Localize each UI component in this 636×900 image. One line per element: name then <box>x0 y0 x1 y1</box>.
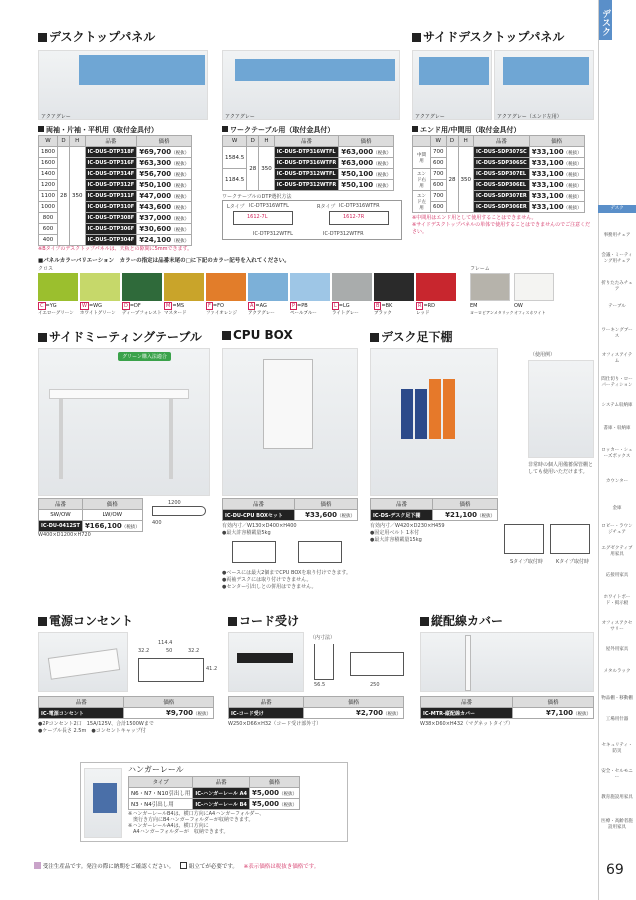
product-code: IC-DUS-DTP304F <box>85 235 137 246</box>
swatch-symbol: A =AG <box>250 303 267 309</box>
table-leg-shape <box>169 399 173 479</box>
swatch-symbol: B =BK <box>376 303 393 309</box>
swatch-name: イエローグリーン <box>38 311 74 316</box>
table-cell: 600 <box>431 202 447 213</box>
desk-shelf-item: ●最大許容積載量15kg <box>370 537 422 543</box>
table-cell: N3・N4引出し用 <box>129 799 193 810</box>
diagram-shape <box>504 524 544 554</box>
worktable-panel-table <box>222 135 394 191</box>
price-cell: ¥50,100（税抜） <box>339 169 394 180</box>
hanger-note: ※ハンガーレールA4は、横口方向に <box>128 823 209 829</box>
desktop-panel-note: ※Bタイプのデスクトップパネルは、天板との隙間に5mmできます。 <box>38 246 193 252</box>
bullet-square-icon <box>38 33 47 42</box>
sidebar-item[interactable]: 医療・高齢者施設用家具 <box>601 819 633 830</box>
swatch-symbol: D =DF <box>124 303 141 309</box>
swatch-name: マスタード <box>164 311 187 316</box>
bullet-square-icon <box>412 33 421 42</box>
table-cell: 350 <box>458 147 474 213</box>
hanger-rail-title: ハンガーレール <box>128 765 184 774</box>
sidebar-item[interactable]: デスク <box>598 205 636 213</box>
price-cell: ¥33,100（税抜） <box>529 180 584 191</box>
table-cell: エンド右用 <box>413 169 431 191</box>
binder-orange <box>429 379 441 439</box>
sidebar-item[interactable]: オフィスアイテム <box>601 353 633 364</box>
table-header: H <box>259 136 275 147</box>
diagram-shape <box>350 652 404 676</box>
swatch-symbol: P =PB <box>292 303 308 309</box>
product-code: IC-DUS-DTP312F <box>85 180 137 191</box>
product-code: IC-DUS-SDP306ER <box>474 202 530 213</box>
swatch-name: ディープフォレスト <box>122 311 162 316</box>
section-title-cord: コード受け <box>228 612 299 629</box>
price-cell: ¥33,100（税抜） <box>529 147 584 158</box>
table-header: W <box>223 136 247 147</box>
sidebar-item[interactable]: 会議・ミーティング用チェア <box>601 253 633 264</box>
table-cell: 350 <box>70 147 86 246</box>
price-cell: ¥50,100（税抜） <box>339 180 394 191</box>
product-code: IC-DUS-DTP316WTFR <box>274 158 338 169</box>
table-header: 価格 <box>137 136 192 147</box>
sidebar-item[interactable]: 屋外用家具 <box>605 647 629 652</box>
table-header: D <box>58 136 70 147</box>
swatch-symbol: M =MS <box>166 303 185 309</box>
side-panel-table <box>412 135 585 213</box>
binder-navy <box>401 389 413 439</box>
price-cell: ¥5,000（税抜） <box>249 799 299 810</box>
table-header: W <box>431 136 447 147</box>
cable-cover-photo <box>420 632 594 692</box>
color-swatch <box>38 273 78 301</box>
table-cell: 1000 <box>39 202 58 213</box>
price-cell: ¥33,100（税抜） <box>529 191 584 202</box>
table-top-shape <box>49 389 189 399</box>
table-cell: 600 <box>431 180 447 191</box>
table-header: 品番 <box>193 777 250 788</box>
table-row <box>413 169 585 180</box>
cpu-box-size: 有効内寸／W130×D400×H400 <box>222 523 297 529</box>
photo-caption: アクアグレー <box>415 114 445 120</box>
cpu-box-note: ●ベースには最大2個までCPU BOXを取り付けできます。 <box>222 570 352 576</box>
price-cell: ¥56,700（税抜） <box>137 169 192 180</box>
product-code: IC-DUS-DTP312WTFR <box>274 180 338 191</box>
swatch-symbol: W =WG <box>82 303 102 309</box>
price-cell: ¥43,600（税抜） <box>137 202 192 213</box>
table-cell: 1584.5 <box>223 147 247 169</box>
dim-label: 1200 <box>168 500 181 506</box>
cord-photo <box>228 632 304 692</box>
type-label: Kタイプ取付時 <box>556 559 590 565</box>
page-number: 69 <box>606 862 624 878</box>
table-row <box>223 147 394 158</box>
table-leg-shape <box>59 399 63 479</box>
sidebar-item[interactable]: 工場用什器 <box>605 717 629 722</box>
table-header: D <box>247 136 259 147</box>
side-panel-photo-2 <box>494 50 594 120</box>
product-code: IC-DUS-DTP306F <box>85 224 137 235</box>
table-cell: 700 <box>431 169 447 180</box>
outlet-dimension-diagram <box>134 640 218 690</box>
swatch-symbol: R =RD <box>418 303 435 309</box>
cpu-box-note: ●センター引出しとの併用はできません。 <box>222 584 317 590</box>
side-meeting-dimension-diagram <box>148 500 210 540</box>
table-cell: 1400 <box>39 169 58 180</box>
green-purchase-badge: グリーン購入法適合 <box>118 352 171 361</box>
diag-code: IC-DTP316WTFL <box>249 203 289 209</box>
photo-caption: アクアグレー（エンド左用） <box>497 114 562 120</box>
assembly-icon <box>180 862 187 869</box>
color-variation-title: ■パネルカラーバリエーション カラーの指定は品番末尾の□に下記のカラー記号を入れてください。 <box>38 258 290 264</box>
product-code: IC-DUS-DTP316F <box>85 158 137 169</box>
side-meeting-photo <box>38 348 210 496</box>
color-swatch <box>290 273 330 301</box>
worktable-panel-photo <box>222 50 400 120</box>
subtitle-worktable-use: ワークテーブル用（取付金具付） <box>222 125 334 135</box>
desktop-panel-table <box>38 135 192 246</box>
usage-example-label: （使用例） <box>530 352 556 358</box>
sidebar-item[interactable]: エグゼクティブ用家具 <box>601 546 633 557</box>
table-cell: 1600 <box>39 158 58 169</box>
usage-note: 非常時の個人用備蓄保管棚としても使用いただけます。 <box>528 462 594 475</box>
product-code: IC-DUS-DTP308F <box>85 213 137 224</box>
frame-swatch <box>514 273 554 301</box>
inner-dim-label: （内寸法） <box>310 635 336 641</box>
table-cell: 700 <box>431 191 447 202</box>
cpu-box-note: ●両袖デスクには取り付けできません。 <box>222 577 312 583</box>
desk-shelf-size: 有効内寸／W420×D230×H459 <box>370 523 445 529</box>
product-code: IC-DUS-SDP307SC <box>474 147 530 158</box>
diag-code: IC-DTP312WTFL <box>253 231 293 237</box>
table-header: 価格 <box>529 136 584 147</box>
photo-caption: アクアグレー <box>41 114 71 120</box>
table-cell: 1200 <box>39 180 58 191</box>
table-cell: 350 <box>259 147 275 191</box>
price-cell: ¥5,000（税抜） <box>249 788 299 799</box>
color-swatch <box>374 273 414 301</box>
product-code: IC-ハンガーレール A4 <box>193 788 250 799</box>
table-header: タイプ <box>129 777 193 788</box>
diagram-shape <box>550 524 590 554</box>
panel-blue-shape <box>79 55 205 85</box>
frame-symbol: OW <box>514 303 523 309</box>
product-code: IC-DUS-DTP318F <box>85 147 137 158</box>
diag-l-label: Lタイプ <box>227 204 245 210</box>
dim-label: 56.5 <box>314 682 326 688</box>
dim-label: 114.4 <box>158 640 173 646</box>
sidebar-item[interactable]: ホワイトボード・掲示板 <box>603 595 631 606</box>
cpu-box-diagram <box>228 537 358 567</box>
sidebar-header-tab[interactable]: デスク <box>599 0 612 40</box>
diagram-shape <box>298 541 342 563</box>
table-header: 価格 <box>339 136 394 147</box>
outlet-table: 品番 価格 IC-電源コンセント ¥9,700（税抜） <box>38 696 214 719</box>
table-row <box>413 191 585 202</box>
table-row <box>413 180 585 191</box>
frame-name: オフィスホワイト <box>514 310 546 315</box>
sidebar-item[interactable]: ロビー・ラウンジチェア <box>601 524 633 535</box>
sidebar-item[interactable]: システム収納庫 <box>601 403 633 408</box>
outlet-note: ●ケーブル長さ 2.5m ●コンセントキャップ付 <box>38 728 146 734</box>
dim-label: 41.2 <box>206 666 218 672</box>
diag-dim: 1612-7L <box>247 214 268 220</box>
price-cell: ¥63,000（税抜） <box>339 158 394 169</box>
table-header: 品番 <box>85 136 137 147</box>
section-title-cpu-box: CPU BOX <box>222 328 293 342</box>
cord-dimension-diagram <box>310 640 406 694</box>
table-row <box>413 147 585 158</box>
photo-caption: アクアグレー <box>225 114 255 120</box>
table-cell: 700 <box>431 147 447 158</box>
frame-name: ヨーロピアンメタリック <box>470 310 514 315</box>
table-row <box>129 799 300 810</box>
side-meeting-size: W400×D1200×H720 <box>38 532 91 538</box>
product-code: IC-DUS-SDP306EL <box>474 180 530 191</box>
panel-blue-shape <box>235 59 395 81</box>
sidebar-item[interactable]: 事務用チェア <box>603 233 631 238</box>
swatch-name: ライトグレー <box>332 311 359 316</box>
section-title-desk-shelf: デスク足下棚 <box>370 328 453 345</box>
cord-table: 品番 価格 IC-コード受け ¥2,700（税抜） <box>228 696 404 719</box>
table-cell: 28 <box>446 147 458 213</box>
frame-label: フレーム <box>470 266 490 272</box>
dim-label: 250 <box>370 682 380 688</box>
outlet-shape <box>48 648 120 680</box>
swatch-name: レッド <box>416 311 430 316</box>
sidebar-item[interactable]: テーブル <box>608 304 626 309</box>
desk-shelf-photo <box>370 348 498 496</box>
frame-symbol: EM <box>470 303 478 309</box>
diagram-shape <box>314 644 334 680</box>
section-title-side-meeting: サイドミーティングテーブル <box>38 328 202 345</box>
swatch-name: アクアグレー <box>248 311 275 316</box>
price-cell: ¥37,000（税抜） <box>137 213 192 224</box>
side-panel-note: ※中間用はエンド用として使用することはできません。 <box>412 215 537 221</box>
table-header: 品番 <box>274 136 338 147</box>
product-code: IC-ハンガーレール B4 <box>193 799 250 810</box>
product-code: IC-DUS-DTP314F <box>85 169 137 180</box>
swatch-symbol: C =YG <box>40 303 57 309</box>
footer: 受注生産品です。発注の際に納期をご確認ください。 組立てが必要です。 ※表示価格は税抜き価格です。 <box>34 862 319 870</box>
binder-orange <box>443 379 455 439</box>
table-cell: 800 <box>39 213 58 224</box>
cloth-label: クロス <box>38 266 54 272</box>
table-cell: 28 <box>247 147 259 191</box>
hanger-note: ※ハンガーレールB4は、横口方向にA4ハンガーフォルダー、 <box>128 811 265 817</box>
dim-shape <box>152 506 206 516</box>
table-cell: 600 <box>431 158 447 169</box>
dtp-selection-diagram <box>222 200 402 240</box>
table-row <box>129 788 300 799</box>
price-cell: ¥50,100（税抜） <box>137 180 192 191</box>
table-header: H <box>70 136 86 147</box>
side-panel-photo-1 <box>412 50 492 120</box>
table-header: W <box>39 136 58 147</box>
dim-label: 400 <box>152 520 162 526</box>
color-swatch <box>122 273 162 301</box>
table-header: H <box>458 136 474 147</box>
cable-cover-table: 品番 価格 IC-MTR-縦配線カバー ¥7,100（税抜） <box>420 696 594 719</box>
product-code: IC-DUS-SDP307EL <box>474 169 530 180</box>
table-row <box>413 202 585 213</box>
swatch-name: ファイオレンジ <box>206 311 238 316</box>
usage-example-photo <box>528 360 594 458</box>
product-code: IC-DUS-SDP306SC <box>474 158 530 169</box>
product-code: IC-DUS-DTP316WTFL <box>274 147 338 158</box>
price-cell: ¥69,700（税抜） <box>137 147 192 158</box>
product-code: IC-DUS-DTP312WTFL <box>274 169 338 180</box>
table-header <box>413 136 431 147</box>
table-cell: 1184.5 <box>223 169 247 191</box>
hanger-note: A4ハンガーフォルダーが 収納できます。 <box>128 829 229 835</box>
desk-shelf-table: 品番 価格 IC-DS-デスク足下棚 ¥21,100（税抜） <box>370 498 498 521</box>
product-code: IC-DUS-SDP307ER <box>474 191 530 202</box>
sidebar-item[interactable]: 金庫 <box>612 506 622 511</box>
cpu-box-table: 品番 価格 IC-DU-CPU BOXセット ¥33,600（税抜） <box>222 498 358 521</box>
cord-holder-shape <box>237 653 293 663</box>
sidebar-item[interactable]: セキュリティ・防災 <box>601 743 633 754</box>
sidebar-item[interactable]: 物品棚・移動棚 <box>601 696 633 701</box>
dtp-diagram-title: ワークテーブルのDTP選択方法 <box>222 194 292 200</box>
sidebar-item[interactable]: 応接用家具 <box>605 573 629 578</box>
color-swatch <box>164 273 204 301</box>
swatch-name: ブラック <box>374 311 392 316</box>
swatch-symbol: L =LG <box>334 303 350 309</box>
section-title-side-panel: サイドデスクトップパネル <box>412 28 564 45</box>
type-label: Sタイプ取付時 <box>510 559 543 565</box>
cpu-box-load: ●最大許容積載量5kg <box>222 530 271 536</box>
diagram-shape <box>232 541 276 563</box>
table-header: 品番 <box>474 136 530 147</box>
cord-size: W250×D66×H32（コード受け部外寸） <box>228 721 322 727</box>
table-cell: N6・N7・N10引出し用 <box>129 788 193 799</box>
side-panel-note: ※サイドデスクトップパネルの単体で使用することはできませんのでご注意ください。 <box>412 222 591 235</box>
panel-blue-shape <box>503 57 589 85</box>
table-cell: 400 <box>39 235 58 246</box>
sidebar-item[interactable]: オフィスアクセサリー <box>601 621 633 632</box>
dim-label: 32.2 <box>188 648 200 654</box>
subtitle-desk-use: 両袖・片袖・平机用（取付金具付） <box>38 125 158 135</box>
section-title-outlet: 電源コンセント <box>38 612 133 629</box>
table-cell: エンド左用 <box>413 191 431 213</box>
swatch-name: ホワイトグリーン <box>80 311 116 316</box>
sidebar-item[interactable]: カウンター <box>605 479 629 484</box>
table-cell: 1800 <box>39 147 58 158</box>
made-to-order-icon <box>34 862 41 869</box>
sidebar-item[interactable]: 安全・セルモニー <box>601 769 633 780</box>
product-code: IC-DUS-DTP311F <box>85 191 137 202</box>
color-swatch <box>248 273 288 301</box>
cover-shape <box>465 635 471 691</box>
color-swatch <box>332 273 372 301</box>
table-cell: 1100 <box>39 191 58 202</box>
price-cell: ¥24,100（税抜） <box>137 235 192 246</box>
outlet-photo <box>38 632 128 692</box>
cpu-box-shape <box>263 359 313 449</box>
table-cell: 28 <box>58 147 70 246</box>
binder-navy <box>415 389 427 439</box>
section-title-cable-cover: 縦配線カバー <box>420 612 503 629</box>
frame-swatch <box>470 273 510 301</box>
sidebar-item[interactable]: ロッカー・シューズボックス <box>601 448 633 459</box>
price-cell: ¥30,600（税抜） <box>137 224 192 235</box>
sidebar-item[interactable]: 書庫・収納庫 <box>603 426 631 431</box>
color-swatch <box>80 273 120 301</box>
sidebar-item[interactable]: 折りたたみチェア <box>601 281 633 292</box>
table-cell: 600 <box>39 224 58 235</box>
dim-label: 50 <box>166 648 173 654</box>
diag-code: IC-DTP316WTFR <box>339 203 380 209</box>
desk-shelf-diagram <box>500 520 594 568</box>
side-meeting-table: 品番 価格 SW/OW LW/OW IC-DU-0412ST ¥166,100（税抜） <box>38 498 143 532</box>
dim-label: 32.2 <box>138 648 150 654</box>
table-header: 価格 <box>249 777 299 788</box>
diag-dim: 1612-7R <box>343 214 365 220</box>
outlet-outline <box>138 658 204 682</box>
cable-cover-size: W38×D60×H432（マグネットタイプ） <box>420 721 513 727</box>
price-cell: ¥47,000（税抜） <box>137 191 192 202</box>
color-swatch <box>206 273 246 301</box>
table-row <box>413 158 585 169</box>
hanger-note: 奥行き方向にB4ハンガーフォルダーが収納できます。 <box>128 817 254 823</box>
table-row <box>39 147 192 158</box>
swatch-name: ペールブルー <box>290 311 317 316</box>
table-cell: 中間用 <box>413 147 431 169</box>
diag-code: IC-DTP312WTFR <box>323 231 364 237</box>
sidebar-item[interactable]: メタルラック <box>603 669 631 674</box>
sidebar-item[interactable]: 間仕切り・ローパーティション <box>601 377 633 388</box>
sidebar-item[interactable]: ワーキングブース <box>601 328 633 339</box>
folder-shape <box>93 783 117 813</box>
sidebar-item[interactable]: 教育施設用家具 <box>601 795 633 800</box>
desk-shelf-item: ●固定用ベルト 1本付 <box>370 530 420 536</box>
cpu-box-photo <box>222 348 358 496</box>
price-cell: ¥33,100（税抜） <box>529 202 584 213</box>
color-swatch <box>416 273 456 301</box>
price-cell: ¥63,300（税抜） <box>137 158 192 169</box>
panel-blue-shape <box>419 57 489 85</box>
subtitle-end-middle: エンド用/中間用（取付金具付） <box>412 125 521 135</box>
hanger-rail-table <box>128 776 300 810</box>
price-cell: ¥33,100（税抜） <box>529 169 584 180</box>
desktop-panel-photo <box>38 50 208 120</box>
price-cell: ¥33,100（税抜） <box>529 158 584 169</box>
price-cell: ¥63,000（税抜） <box>339 147 394 158</box>
product-code: IC-DUS-DTP310F <box>85 202 137 213</box>
section-title-desktop-panel: デスクトップパネル <box>38 28 155 45</box>
diag-r-label: Rタイプ <box>317 204 336 210</box>
swatch-symbol: F =FO <box>208 303 224 309</box>
outlet-note: ●2Pコンセント2口 15A/125V、合計1500Wまで <box>38 721 154 727</box>
table-header: D <box>446 136 458 147</box>
hanger-rail-photo <box>84 768 122 838</box>
